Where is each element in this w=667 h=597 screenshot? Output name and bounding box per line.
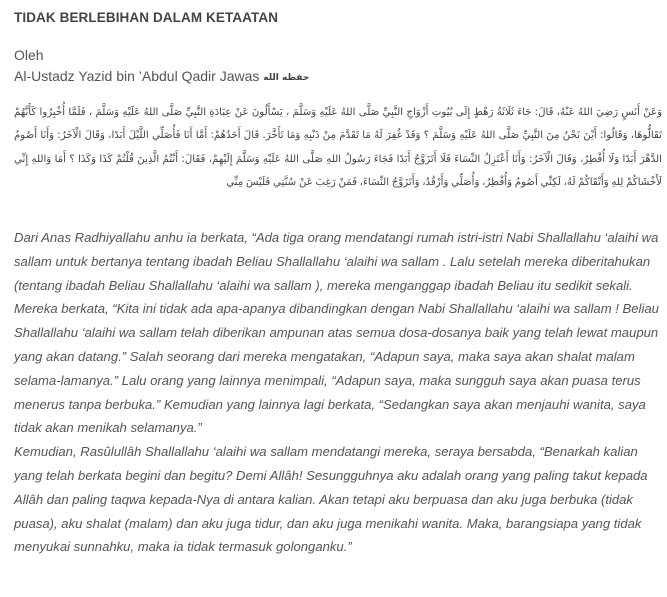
article: [14, 0, 662, 559]
article-title: TIDAK BERLEBIHAN DALAM KETAATAN: [14, 10, 279, 25]
translation: [14, 226, 662, 559]
author-honorific: حفظه الله: [263, 73, 310, 83]
translation-paragraph: Kemudian, Rasûlullâh Shallallahu ‘alaihi wa sallam mendatangi mereka, seraya bersabda, “Benarkah kalian yang telah berkata begini dan begitu? Demi Allâh! Sesungguhnya aku adalah orang yang paling takut kepada Allâh dan paling taqwa kepada-Nya di antara kalian. Akan tetapi aku berpuasa dan aku juga berbuka (tidak puasa), aku shalat (malam) dan aku juga tidur, dan aku juga menikahi wanita. Maka, barangsiapa yang tidak menyukai sunnahku, maka ia tidak termasuk golonganku.”: [14, 444, 648, 555]
byline-label: Oleh: [14, 47, 44, 63]
arabic-hadith-text: وَعَنْ أَنَسٍ رَضِيَ اللهُ عَنْهُ، قَالَ: جَاءَ ثَلَاثَةُ رَهْطٍ إِلَى بُيُوتِ أَزْوَاجِ النَّبِيِّ صَلَّى اللهُ عَلَيْهِ وَسَلَّمَ ، يَسْأَلُونَ عَنْ عِبَادَةِ النَّبِيِّ صَلَّى اللهُ عَلَيْهِ وَسَلَّمَ ، فَلَمَّا أُخْبِرُوا كَأَنَّهُمْ تَقَالُّوهَا، وَقَالُوا: أَيْنَ نَحْنُ مِنَ النَّبِيِّ صَلَّى اللهُ عَلَيْهِ وَسَلَّمَ ؟ وَقَدْ غُفِرَ لَهُ مَا تَقَدَّمَ مِنْ ذَنْبِهِ وَمَا تَأَخَّرَ. قَالَ أَحَدُهُمْ: أَمَّا أَنَا فَأُصَلِّي اللَّيْلَ أَبَدًا، وَقَالَ الْآخَرُ: وَأَنَا أَصُومُ الدَّهْرَ أَبَدًا وَلَا أُفْطِرُ، وَقَالَ الْآخَرُ: وَأَنَا أَعْتَزِلُ النِّسَاءَ فَلَا أَتَزَوَّجُ أَبَدًا فَجَاءَ رَسُولُ اللهِ صَلَّى اللهُ عَلَيْهِ وَسَلَّمَ إِلَيْهِمْ، فَقَالَ: أَنْتُمُ الَّذِينَ قُلْتُمْ كَذَا وَكَذَا ؟ أَمَا وَاللهِ إِنِّي لَأَخْشَاكُمْ لِلهِ وَأَتْقَاكُمْ لَهُ، لَكِنِّي أَصُومُ وَأُفْطِرُ، وَأُصَلِّي وَأَرْقُدُ، وَأَتَزَوَّجُ النِّسَاءَ، فَمَنْ رَغِبَ عَنْ سُنَّتِي فَلَيْسَ مِنِّي: [14, 107, 662, 188]
translation-paragraph: Dari Anas Radhiyallahu anhu ia berkata, “Ada tiga orang mendatangi rumah istri-istri Nabi Shallallahu ‘alaihi wa sallam untuk bertanya tentang ibadah Beliau Shallallahu ‘alaihi wa sallam . Lalu setelah mereka diberitahukan (tentang ibadah Beliau Shallallahu ‘alaihi wa sallam ), mereka menganggap ibadah Beliau itu sedikit sekali. Mereka berkata, “Kita ini tidak ada apa-apanya dibandingkan dengan Nabi Shallallahu ‘alaihi wa sallam ! Beliau Shallallahu ‘alaihi wa sallam telah diberikan ampunan atas semua dosa-dosanya baik yang telah lewat maupun yang akan datang.” Salah seorang dari mereka mengatakan, “Adapun saya, maka saya akan shalat malam selama-lamanya.” Lalu orang yang lainnya menimpali, “Adapun saya, maka sungguh saya akan puasa terus menerus tanpa berbuka.” Kemudian yang lainnya lagi berkata, “Sedangkan saya akan menjauhi wanita, saya tidak akan menikah selamanya.”: [14, 230, 659, 436]
author-line: [14, 66, 662, 89]
author-name: Al-Ustadz Yazid bin ’Abdul Qadir Jawas: [14, 68, 260, 84]
